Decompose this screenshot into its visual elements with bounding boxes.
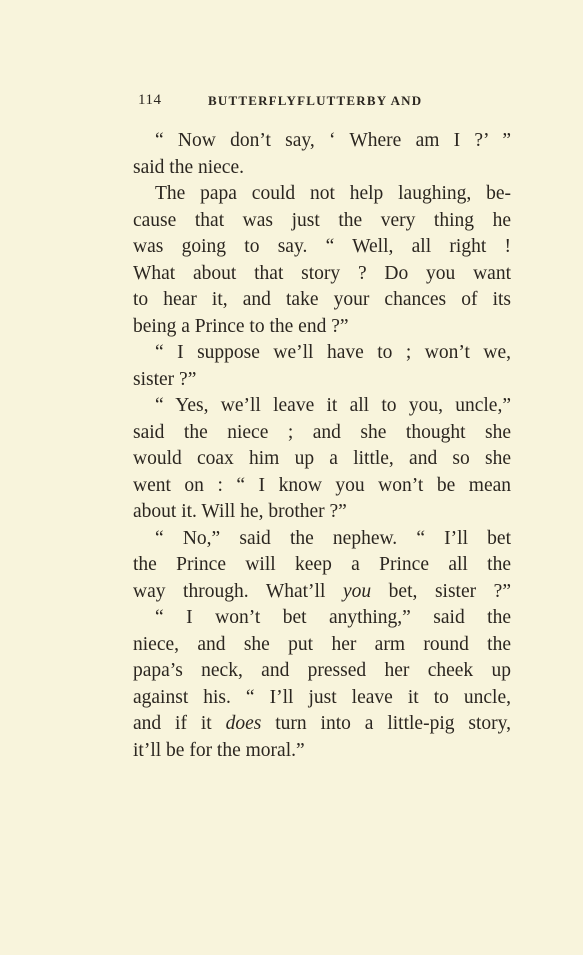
text-segment: “ Yes, we’ll leave it all to you, uncle,” bbox=[155, 395, 511, 416]
body-text bbox=[133, 128, 511, 764]
text-segment: papa’s neck, and pressed her cheek up bbox=[133, 660, 511, 681]
text-line bbox=[133, 579, 511, 606]
text-segment: “ I won’t bet anything,” said the bbox=[155, 607, 511, 628]
text-line bbox=[133, 181, 511, 208]
text-line bbox=[133, 128, 511, 155]
text-line bbox=[133, 632, 511, 659]
text-segment: would coax him up a little, and so she bbox=[133, 448, 511, 469]
text-line bbox=[133, 420, 511, 447]
running-head: BUTTERFLYFLUTTERBY AND bbox=[208, 93, 423, 108]
text-segment: and if it bbox=[133, 713, 226, 734]
text-line bbox=[133, 526, 511, 553]
text-segment: way through. What’ll bbox=[133, 580, 343, 602]
text-line bbox=[133, 605, 511, 632]
text-line bbox=[133, 287, 511, 314]
text-segment: “ No,” said the nephew. “ I’ll bet bbox=[155, 527, 511, 549]
text-line bbox=[133, 473, 511, 500]
text-segment: said the niece. bbox=[133, 156, 244, 178]
text-segment: turn into a little-pig story, bbox=[261, 713, 511, 734]
text-segment: to hear it, and take your chances of its bbox=[133, 289, 511, 310]
text-segment: cause that was just the very thing he bbox=[133, 209, 511, 231]
text-line bbox=[133, 658, 511, 685]
text-segment: being a Prince to the end ?” bbox=[133, 315, 349, 337]
text-segment: bet, sister ?” bbox=[371, 580, 511, 602]
text-line bbox=[133, 446, 511, 473]
text-line bbox=[133, 711, 511, 738]
text-line bbox=[133, 155, 511, 182]
text-line bbox=[133, 314, 511, 341]
text-segment: about it. Will he, brother ?” bbox=[133, 501, 347, 522]
text-line bbox=[133, 499, 511, 526]
text-segment: the Prince will keep a Prince all the bbox=[133, 554, 511, 575]
text-line bbox=[133, 208, 511, 235]
text-line bbox=[133, 552, 511, 579]
text-segment: “ Now don’t say, ‘ Where am I ?’ ” bbox=[155, 130, 511, 151]
text-line bbox=[133, 393, 511, 420]
text-line bbox=[133, 234, 511, 261]
italic-word: you bbox=[342, 580, 372, 602]
text-line bbox=[133, 261, 511, 288]
text-segment: The papa could not help laughing, be- bbox=[155, 183, 511, 204]
text-segment: it’ll be for the moral.” bbox=[133, 739, 305, 761]
page-header bbox=[138, 92, 518, 116]
text-line bbox=[133, 340, 511, 367]
text-segment: was going to say. “ Well, all right ! bbox=[133, 236, 511, 257]
page-number: 114 bbox=[138, 92, 162, 108]
text-segment: sister ?” bbox=[133, 368, 197, 390]
text-line bbox=[133, 367, 511, 394]
text-line bbox=[133, 738, 511, 765]
text-segment: said the niece ; and she thought she bbox=[133, 421, 511, 443]
italic-word: does bbox=[225, 713, 262, 734]
text-line bbox=[133, 685, 511, 712]
text-segment: “ I suppose we’ll have to ; won’t we, bbox=[155, 342, 511, 363]
text-segment: went on : “ I know you won’t be mean bbox=[133, 474, 511, 496]
text-segment: niece, and she put her arm round the bbox=[133, 633, 511, 655]
text-segment: What about that story ? Do you want bbox=[133, 262, 511, 284]
text-segment: against his. “ I’ll just leave it to uncle, bbox=[133, 686, 511, 708]
